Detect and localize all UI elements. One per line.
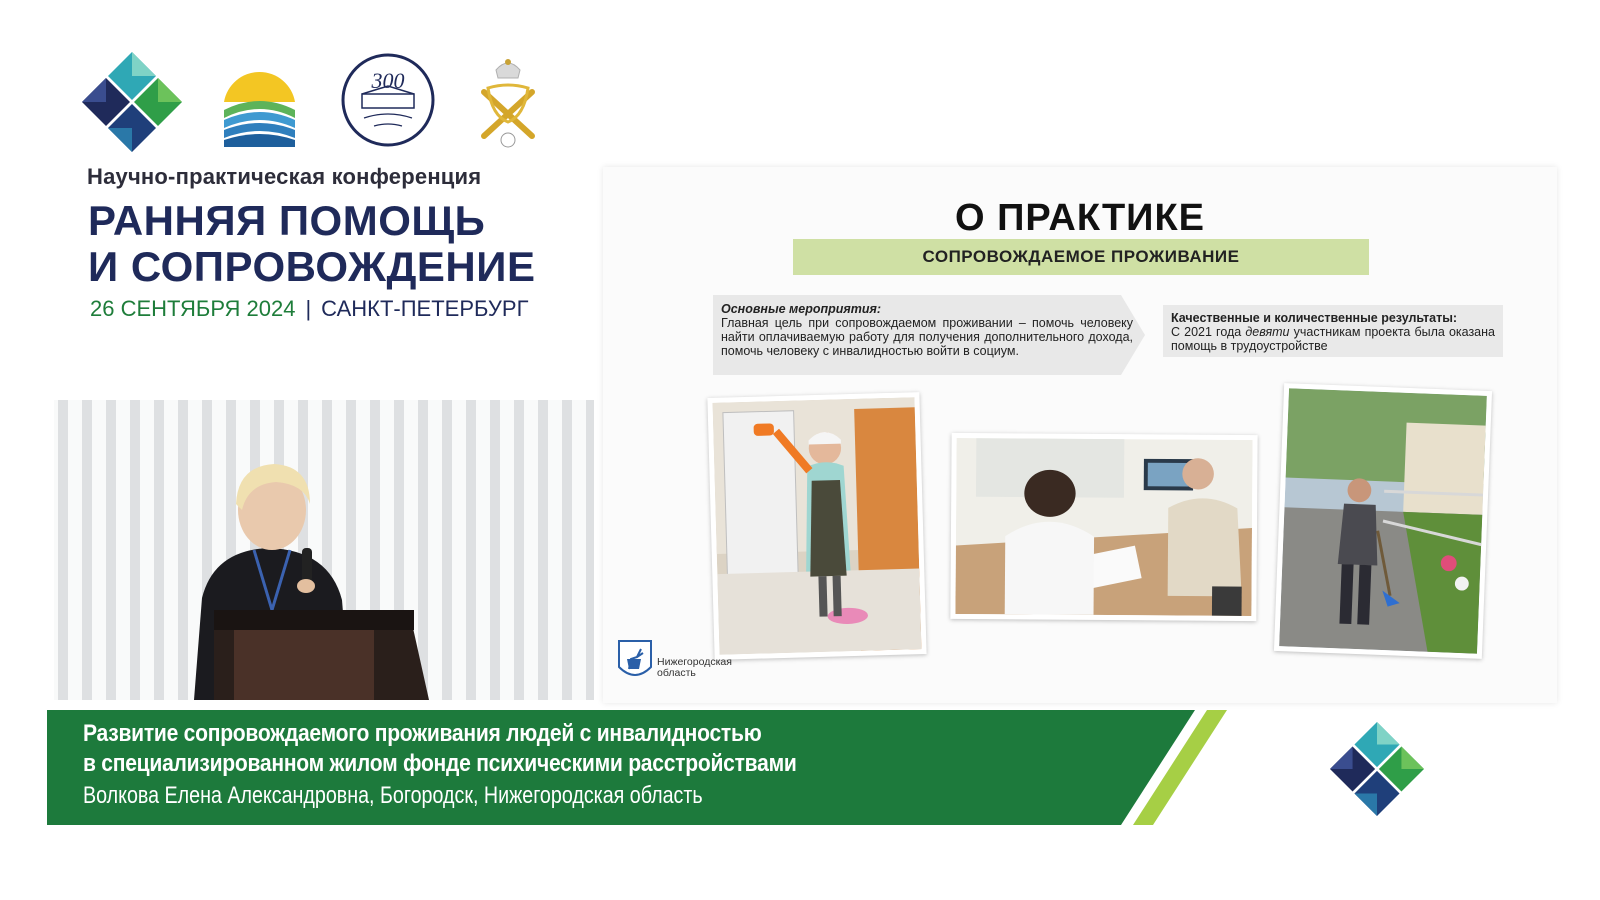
speaker-name: Волкова Елена Александровна, Богородск, Нижегородская область — [83, 782, 703, 809]
activities-box — [713, 295, 1145, 375]
deer-emblem-icon — [617, 639, 653, 683]
talk-title-line1: Развитие сопровождаемого проживания людей с инвалидностью — [83, 720, 762, 747]
region-name-line2: область — [657, 667, 696, 679]
photo-yard — [1274, 383, 1492, 659]
region-name-line1: Нижегородская — [657, 656, 732, 668]
conference-city: САНКТ-ПЕТЕРБУРГ — [321, 296, 529, 321]
date-separator: | — [305, 296, 312, 321]
presentation-slide — [603, 167, 1557, 703]
svg-text:300: 300 — [371, 68, 405, 93]
results-text-after: участникам проекта была оказана помощь в трудоустройстве — [1171, 325, 1495, 353]
activities-body: Главная цель при сопровождаемом проживании – помочь человеку найти оплачиваемую работу для получения дополнительного дохода, помочь человеку с инвалидностью войти в социум. — [721, 316, 1133, 358]
conference-diamond-logo — [82, 52, 182, 152]
sun-waves-logo — [222, 62, 297, 147]
300-anniversary-logo — [340, 52, 436, 148]
conference-title-line2: И СОПРОВОЖДЕНИЕ — [88, 243, 536, 290]
lower-third — [47, 710, 1227, 825]
crest-logo — [474, 56, 542, 148]
conference-title-line1: РАННЯЯ ПОМОЩЬ — [88, 197, 486, 244]
speaker-video — [54, 400, 594, 700]
results-box — [1163, 305, 1503, 357]
conference-title — [88, 198, 535, 290]
region-name — [657, 657, 737, 679]
conference-diamond-logo-small — [1330, 722, 1424, 816]
podium — [214, 610, 429, 700]
talk-title-line2: в специализированном жилом фонде психическими расстройствами — [83, 750, 797, 777]
conference-date: 26 СЕНТЯБРЯ 2024 — [90, 296, 296, 321]
results-text-before: С 2021 года — [1171, 325, 1246, 339]
slide-title: О ПРАКТИКЕ — [954, 197, 1206, 239]
conference-date-location — [90, 296, 529, 322]
results-heading: Качественные и количественные результаты: — [1171, 311, 1458, 325]
results-text-emphasis: девяти — [1245, 325, 1290, 339]
slide-banner: СОПРОВОЖДАЕМОЕ ПРОЖИВАНИЕ — [793, 239, 1369, 275]
conference-subtitle: Научно-практическая конференция — [87, 164, 482, 189]
activities-text — [721, 302, 1133, 358]
activities-heading: Основные мероприятия: — [721, 302, 882, 316]
photo-cleaning — [707, 392, 926, 660]
region-logo — [617, 639, 747, 685]
photo-office — [950, 433, 1257, 621]
talk-title — [83, 719, 797, 779]
